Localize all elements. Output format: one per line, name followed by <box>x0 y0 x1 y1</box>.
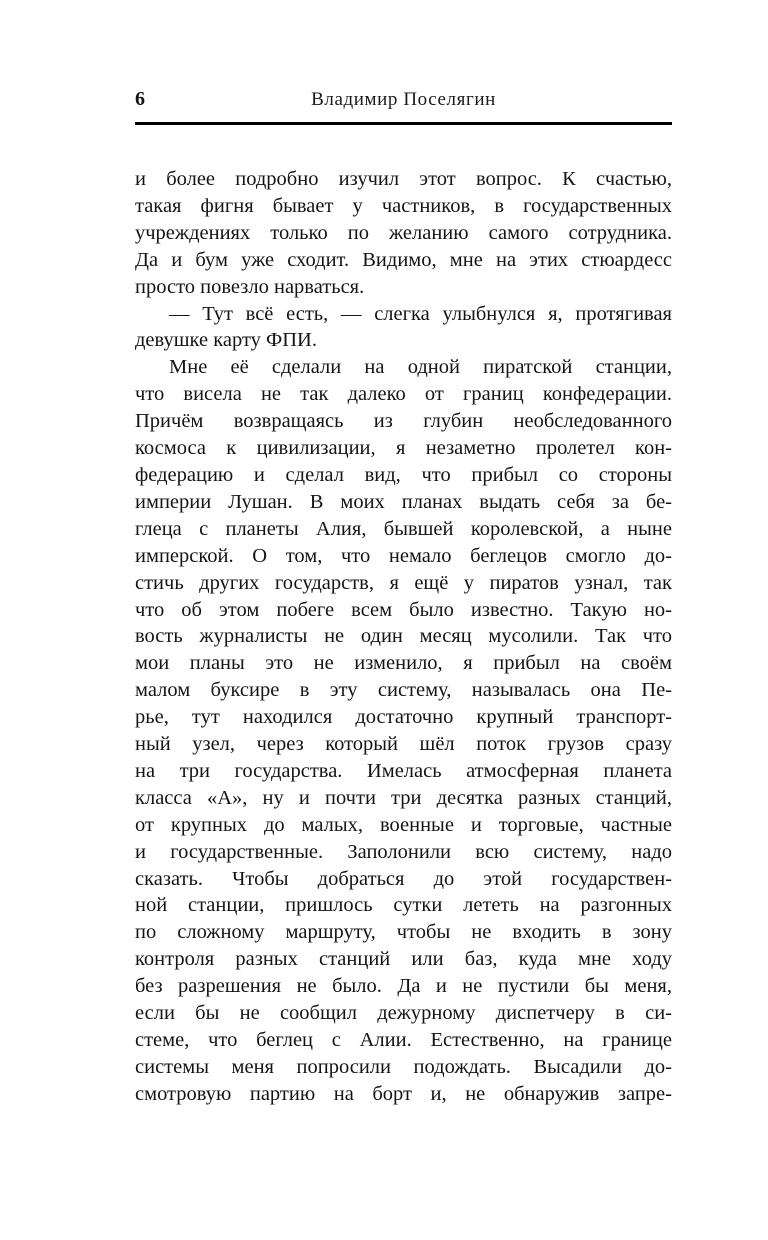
text-line: Да и бум уже сходит. Видимо, мне на этих стюардесс <box>135 248 672 271</box>
header-rule <box>135 122 672 125</box>
text-line: малом буксире в эту систему, называлась она Пе- <box>135 679 672 702</box>
text-line: от крупных до малых, военные и торговые, частные <box>135 813 672 836</box>
text-line: что об этом побеге всем было известно. Такую но- <box>135 598 672 621</box>
text-block <box>135 166 672 1108</box>
paragraph <box>135 166 672 301</box>
text-line: что висела не так далеко от границ конфедерации. <box>135 383 672 406</box>
text-line: имперской. О том, что немало беглецов смогло до- <box>135 544 672 567</box>
page-header <box>135 88 672 114</box>
text-line: стеме, что беглец с Алии. Естественно, на границе <box>135 1029 672 1051</box>
text-line: рье, тут находился достаточно крупный транспорт- <box>135 706 672 729</box>
text-line: федерацию и сделал вид, что прибыл со стороны <box>135 463 672 486</box>
text-line: и более подробно изучил этот вопрос. К счастью, <box>135 168 672 190</box>
text-line: контроля разных станций или баз, куда мне ходу <box>135 948 672 971</box>
text-line: космоса к цивилизации, я незаметно пролетел кон- <box>135 437 672 460</box>
text-line: мои планы это не изменило, я прибыл на своём <box>135 652 672 675</box>
text-line: просто повезло нарваться. <box>135 275 365 298</box>
text-line: стичь других государств, я ещё у пиратов узнал, так <box>135 571 672 594</box>
text-line: и государственные. Заполонили всю систему, надо <box>135 840 672 863</box>
page-number: 6 <box>135 88 146 110</box>
text-line: по сложному маршруту, чтобы не входить в зону <box>135 921 672 944</box>
text-line: ный узел, через который шёл поток грузов сразу <box>135 733 672 756</box>
text-line: Причём возвращаясь из глубин необследованного <box>135 410 672 433</box>
text-line: глеца с планеты Алия, бывшей королевской, а ныне <box>135 517 672 540</box>
text-line: на три государства. Имелась атмосферная планета <box>135 759 672 782</box>
paragraph <box>135 354 672 1107</box>
text-line: ной станции, пришлось сутки лететь на разгонных <box>135 894 672 917</box>
running-title: Владимир Поселягин <box>311 89 496 110</box>
text-line: сказать. Чтобы добраться до этой государствен- <box>135 867 672 890</box>
text-line: системы меня попросили подождать. Высадили до- <box>135 1055 672 1078</box>
text-line: девушке карту ФПИ. <box>135 329 317 352</box>
text-line: империи Лушан. В моих планах выдать себя за бе- <box>135 490 672 513</box>
text-line: вость журналисты не один месяц мусолили. Так что <box>135 625 672 648</box>
text-line: учреждениях только по желанию самого сотрудника. <box>135 221 672 244</box>
text-line: если бы не сообщил дежурному диспетчеру в си- <box>135 1002 672 1025</box>
text-line: класса «А», ну и почти три десятка разных станций, <box>135 786 672 809</box>
text-line: — Тут всё есть, — слегка улыбнулся я, протягивая <box>169 302 672 325</box>
text-line: смотровую партию на борт и, не обнаружив запре- <box>135 1082 672 1105</box>
text-line: без разрешения не было. Да и не пустили бы меня, <box>135 975 672 998</box>
text-line: Мне её сделали на одной пиратской станции, <box>169 356 672 379</box>
text-line: такая фигня бывает у частников, в государственных <box>135 194 672 217</box>
paragraph <box>135 301 672 355</box>
